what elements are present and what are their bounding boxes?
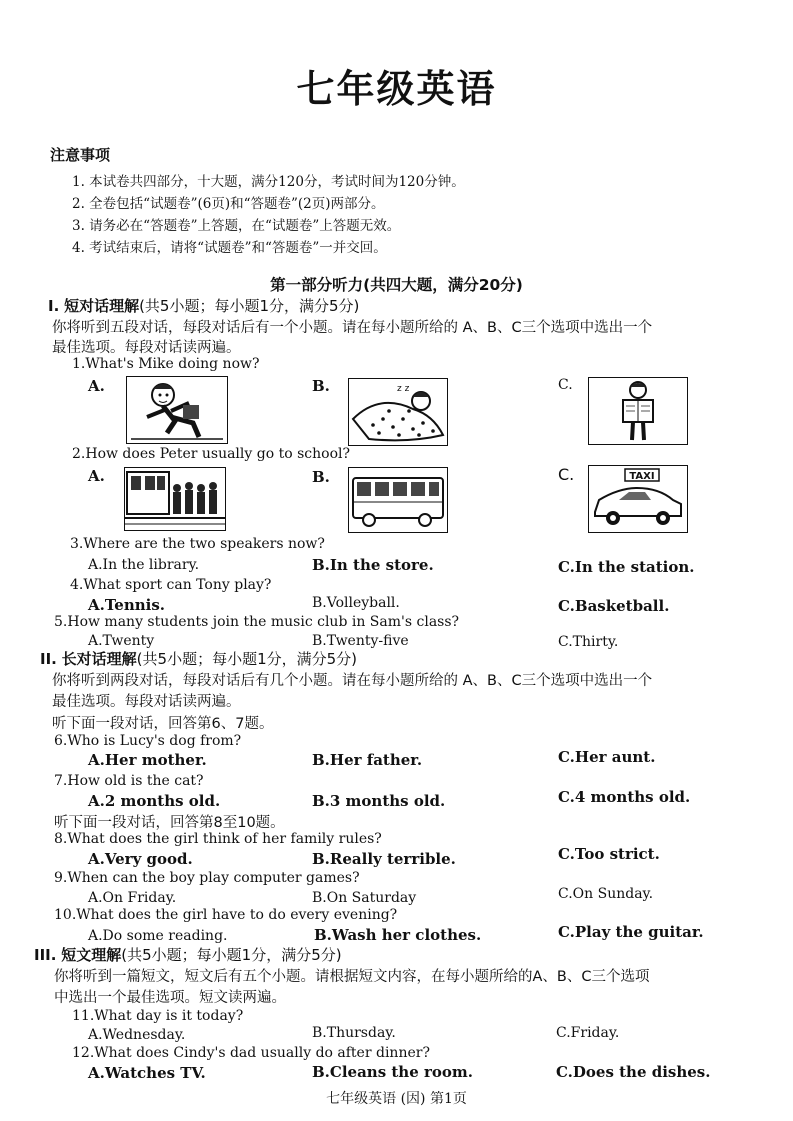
option-label: C.	[558, 377, 573, 393]
question-8: 8.What does the girl think of her family rules?	[54, 831, 382, 847]
section-3-name: 短文理解	[61, 946, 122, 964]
section-1-instruction: 最佳选项。每段对话读两遍。	[52, 340, 241, 356]
notice-item: 1. 本试卷共四部分，十大题，满分120分，考试时间为120分钟。	[72, 174, 465, 190]
option-label: B.	[312, 377, 330, 395]
svg-text:z z: z z	[397, 384, 410, 394]
question-1: 1.What's Mike doing now?	[72, 356, 260, 372]
option: B.Volleyball.	[312, 595, 400, 611]
page-footer: 七年级英语 (因) 第1页	[326, 1091, 467, 1107]
running-boy-picture	[126, 376, 228, 444]
option: C.Thirty.	[558, 634, 619, 650]
option-label: A.	[88, 467, 105, 485]
section-2-score: (共5小题；每小题1分，满分5分)	[136, 650, 358, 668]
section-3-heading	[34, 944, 342, 965]
notice-item: 3. 请务必在“答题卷”上答题，在“试题卷”上答题无效。	[72, 218, 401, 234]
bus-picture	[348, 467, 448, 533]
option: C.On Sunday.	[558, 886, 654, 902]
part-heading: 第一部分听力(共四大题，满分20分)	[270, 276, 523, 294]
question-3: 3.Where are the two speakers now?	[70, 536, 325, 552]
option: B.3 months old.	[312, 792, 446, 810]
question-4: 4.What sport can Tony play?	[70, 577, 272, 593]
option-label: C.	[558, 465, 575, 484]
page-title: 七年级英语	[296, 67, 497, 111]
option: C.4 months old.	[558, 788, 691, 806]
option: A.Her mother.	[88, 751, 207, 769]
section-2-instruction: 你将听到两段对话，每段对话后有几个小题。请在每小题所给的 A、B、C三个选项中选出一个	[52, 673, 653, 689]
section-3-number: III.	[34, 946, 57, 964]
section-2-heading	[40, 648, 357, 669]
reading-newspaper-picture	[588, 377, 688, 445]
question-5: 5.How many students join the music club in Sam's class?	[54, 614, 460, 630]
section-1-heading	[48, 295, 359, 316]
section-1-name: 短对话理解	[64, 297, 140, 315]
option-label: A.	[88, 377, 105, 395]
option: B.Really terrible.	[312, 850, 456, 868]
section-1-number: I.	[48, 297, 60, 315]
question-11: 11.What day is it today?	[72, 1008, 244, 1024]
option: C.Friday.	[556, 1025, 620, 1041]
notice-heading: 注意事项	[50, 146, 111, 164]
section-2-number: II.	[40, 650, 57, 668]
question-10: 10.What does the girl have to do every evening?	[54, 907, 398, 923]
option: A.On Friday.	[88, 890, 177, 906]
option: C.Play the guitar.	[558, 923, 704, 941]
question-12: 12.What does Cindy's dad usually do after dinner?	[72, 1045, 430, 1061]
option: B.In the store.	[312, 556, 434, 574]
option: B.On Saturday	[312, 890, 417, 906]
option: C.In the station.	[558, 558, 695, 576]
question-6: 6.Who is Lucy's dog from?	[54, 733, 242, 749]
notice-item: 4. 考试结束后，请将“试题卷”和“答题卷”一并交回。	[72, 240, 387, 256]
option: C.Her aunt.	[558, 748, 656, 766]
option: B.Cleans the room.	[312, 1063, 473, 1081]
sleeping-picture	[348, 378, 448, 446]
notice-item: 2. 全卷包括“试题卷”(6页)和“答题卷”(2页)两部分。	[72, 196, 385, 212]
option: A.Watches TV.	[88, 1064, 206, 1082]
question-7: 7.How old is the cat?	[54, 773, 204, 789]
section-3-instruction: 中选出一个最佳选项。短文读两遍。	[54, 990, 286, 1006]
option: A.In the library.	[88, 557, 200, 573]
option: A.2 months old.	[88, 792, 221, 810]
question-9: 9.When can the boy play computer games?	[54, 870, 360, 886]
option: A.Twenty	[88, 633, 155, 649]
option: A.Do some reading.	[88, 928, 228, 944]
section-3-score: (共5小题；每小题1分，满分5分)	[121, 946, 342, 964]
subway-crowd-picture	[124, 467, 226, 531]
option: B.Her father.	[312, 751, 423, 769]
section-2-lead: 听下面一段对话，回答第6、7题。	[52, 716, 274, 732]
taxi-picture	[588, 465, 688, 533]
option: A.Very good.	[88, 850, 193, 868]
option: C.Does the dishes.	[556, 1063, 711, 1081]
option: C.Basketball.	[558, 597, 670, 615]
option: B.Thursday.	[312, 1025, 396, 1041]
taxi-sign-text: TAXI	[629, 471, 655, 482]
question-2: 2.How does Peter usually go to school?	[72, 446, 350, 462]
option-label: B.	[312, 468, 330, 486]
option: B.Wash her clothes.	[314, 926, 482, 944]
option: A.Wednesday.	[88, 1027, 186, 1043]
section-3-instruction: 你将听到一篇短文，短文后有五个小题。请根据短文内容，在每小题所给的A、B、C三个选项	[54, 969, 650, 985]
option: C.Too strict.	[558, 845, 660, 863]
section-2-name: 长对话理解	[61, 650, 137, 668]
option: A.Tennis.	[88, 596, 166, 614]
section-1-score: (共5小题；每小题1分，满分5分)	[139, 297, 360, 315]
section-1-instruction: 你将听到五段对话，每段对话后有一个小题。请在每小题所给的 A、B、C三个选项中选出一个	[52, 320, 653, 336]
section-2-lead: 听下面一段对话，回答第8至10题。	[54, 815, 285, 831]
section-2-instruction: 最佳选项。每段对话读两遍。	[52, 694, 241, 710]
option: B.Twenty-five	[312, 633, 409, 649]
